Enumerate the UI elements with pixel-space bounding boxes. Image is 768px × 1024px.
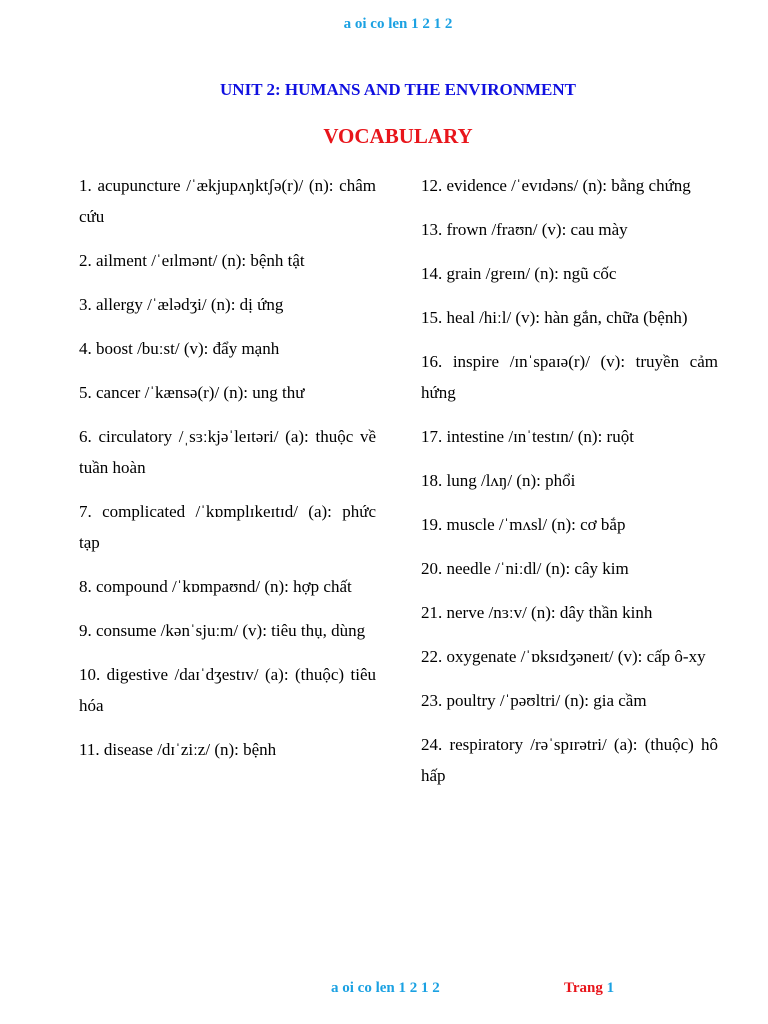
vocab-entry: 22. oxygenate /ˈɒksɪdʒəneɪt/ (v): cấp ô-xy	[421, 647, 706, 666]
vocab-entry: 10. digestive /daɪˈdʒestɪv/ (a): (thuộc) tiêu hóa	[79, 665, 376, 715]
vocab-entry: 17. intestine /ɪnˈtestɪn/ (n): ruột	[421, 427, 634, 446]
vocab-entry: 6. circulatory /ˌsɜːkjəˈleɪtəri/ (a): thuộc về tuần hoàn	[79, 427, 376, 477]
vocab-entry: 4. boost /buːst/ (v): đẩy mạnh	[79, 339, 280, 358]
vocab-entry: 8. compound /ˈkɒmpaʊnd/ (n): hợp chất	[79, 577, 352, 596]
vocab-entry: 13. frown /fraʊn/ (v): cau mày	[421, 220, 628, 239]
vocab-entry: 21. nerve /nɜːv/ (n): dây thần kinh	[421, 603, 653, 622]
vocab-entry: 15. heal /hiːl/ (v): hàn gắn, chữa (bệnh)	[421, 308, 688, 327]
page-label: Trang	[564, 980, 603, 996]
vocab-entry: 5. cancer /ˈkænsə(r)/ (n): ung thư	[79, 383, 305, 402]
footer-text: a oi co len 1 2 1 2	[331, 980, 440, 996]
unit-title: UNIT 2: HUMANS AND THE ENVIRONMENT	[220, 80, 576, 99]
page-indicator	[564, 980, 614, 997]
vocabulary-heading: VOCABULARY	[323, 124, 473, 148]
vocab-entry: 9. consume /kənˈsjuːm/ (v): tiêu thụ, dùng	[79, 621, 366, 640]
vocab-entry: 23. poultry /ˈpəʊltri/ (n): gia cầm	[421, 691, 647, 710]
vocab-entry: 24. respiratory /rəˈspɪrətri/ (a): (thuộc) hô hấp	[421, 735, 718, 785]
vocab-entry: 16. inspire /ɪnˈspaɪə(r)/ (v): truyền cảm hứng	[421, 352, 718, 402]
vocab-entry: 2. ailment /ˈeɪlmənt/ (n): bệnh tật	[79, 251, 305, 270]
page-header: a oi co len 1 2 1 2	[343, 16, 453, 32]
vocab-entry: 14. grain /greɪn/ (n): ngũ cốc	[421, 264, 617, 283]
page-number: 1	[606, 980, 615, 996]
vocab-entry: 3. allergy /ˈælədʒi/ (n): dị ứng	[79, 295, 284, 314]
vocab-entry: 12. evidence /ˈevɪdəns/ (n): bằng chứng	[421, 176, 691, 195]
vocab-entry: 19. muscle /ˈmʌsl/ (n): cơ bắp	[421, 515, 626, 534]
vocab-entry: 18. lung /lʌŋ/ (n): phổi	[421, 471, 576, 490]
vocab-entry: 7. complicated /ˈkɒmplɪkeɪtɪd/ (a): phức tạp	[79, 502, 376, 552]
vocabulary-column-right	[421, 170, 718, 804]
vocabulary-column-left	[79, 170, 376, 778]
vocab-entry: 11. disease /dɪˈziːz/ (n): bệnh	[79, 740, 277, 759]
vocab-entry: 1. acupuncture /ˈækjupʌŋktʃə(r)/ (n): châm cứu	[79, 176, 376, 226]
vocab-entry: 20. needle /ˈniːdl/ (n): cây kim	[421, 559, 629, 578]
